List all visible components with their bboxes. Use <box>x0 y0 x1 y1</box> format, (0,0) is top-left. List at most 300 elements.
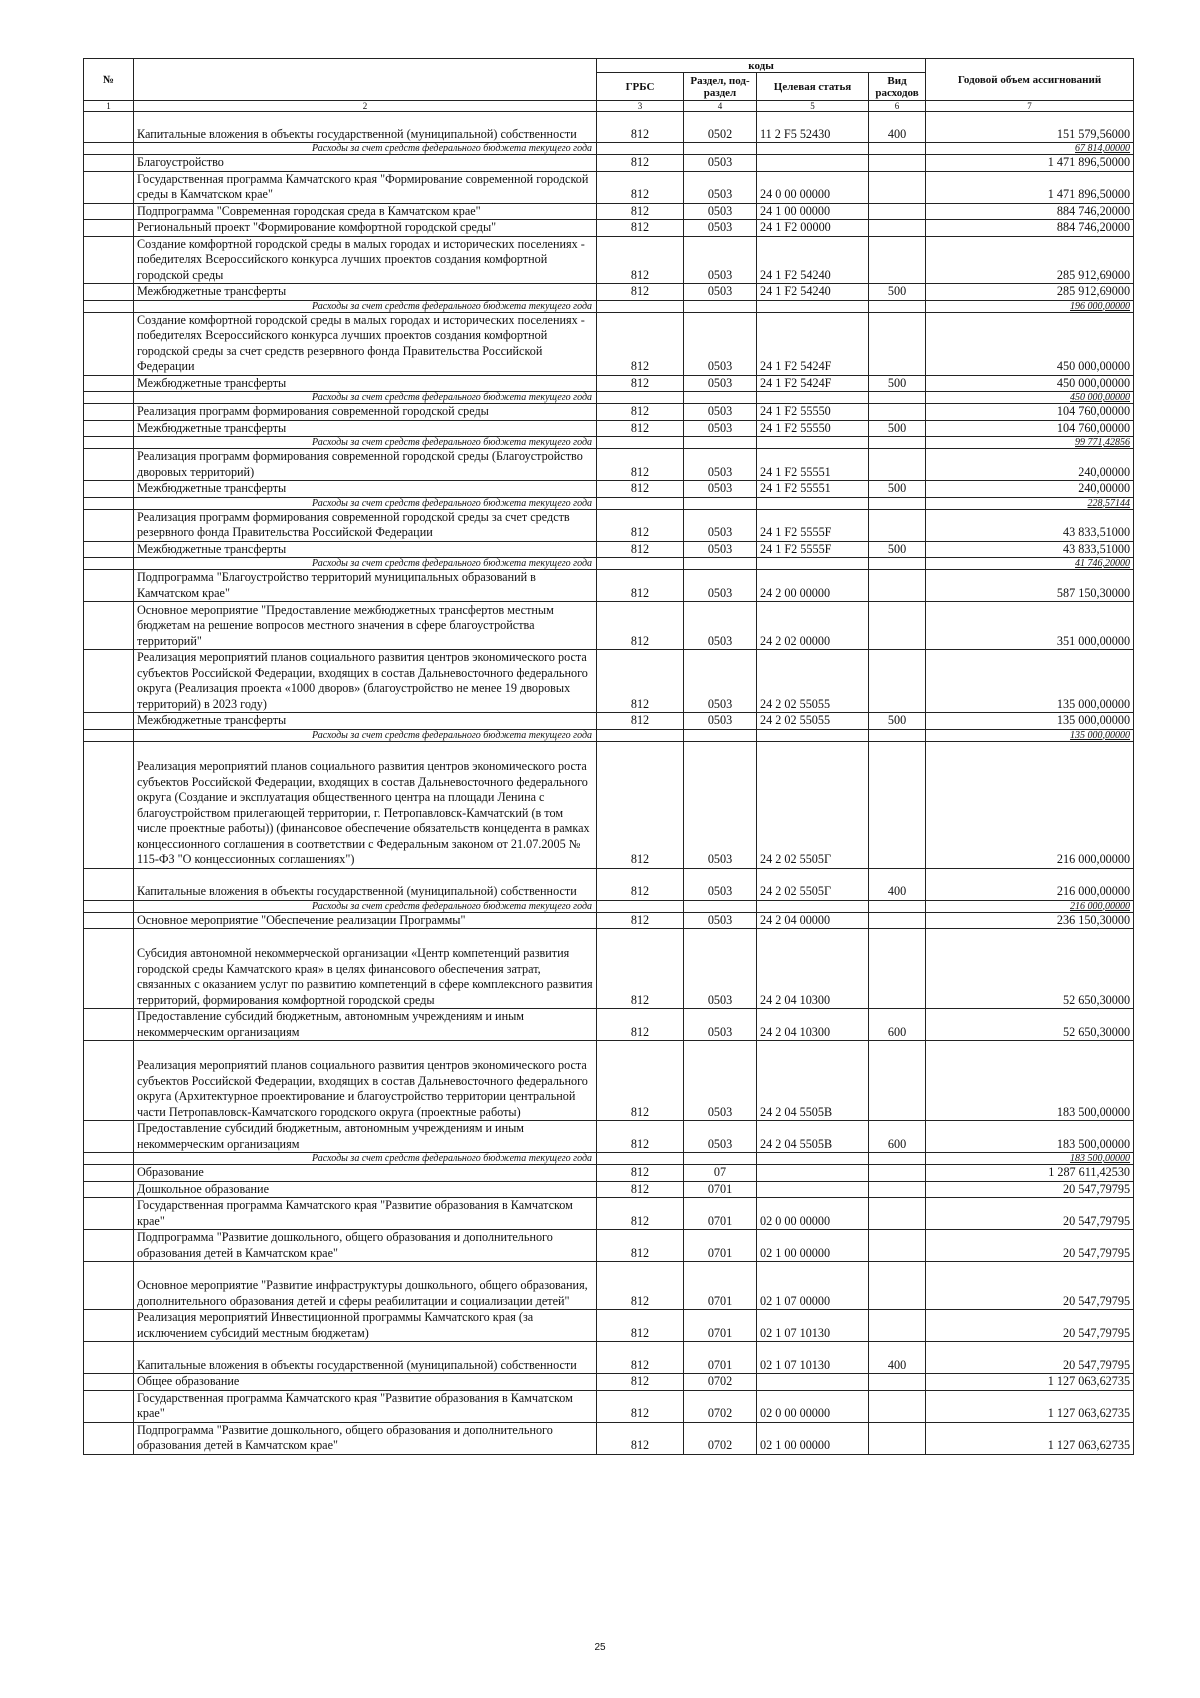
cell-grbs: 812 <box>597 912 684 929</box>
cell-number <box>84 449 134 481</box>
cell-name: Подпрограмма "Развитие дошкольного, общего образования и дополнительного образования детей в Камчатском крае" <box>134 1230 597 1262</box>
cell-expense-type <box>869 602 926 650</box>
cell-amount: 183 500,00000 <box>926 1153 1134 1165</box>
cell-expense-type <box>869 1390 926 1422</box>
table-row <box>84 171 1134 203</box>
cell-number <box>84 1198 134 1230</box>
cell-expense-type: 500 <box>869 713 926 730</box>
cell-expense-type: 400 <box>869 868 926 900</box>
cell-grbs <box>597 437 684 449</box>
cell-expense-type: 400 <box>869 112 926 143</box>
cell-razdel: 0701 <box>684 1262 757 1310</box>
cell-target-article <box>757 497 869 509</box>
budget-table <box>83 58 1134 1455</box>
cell-razdel: 0503 <box>684 570 757 602</box>
cell-target-article <box>757 1153 869 1165</box>
table-row <box>84 868 1134 900</box>
cell-amount: 183 500,00000 <box>926 1041 1134 1121</box>
table-row <box>84 1009 1134 1041</box>
cell-name: Капитальные вложения в объекты государственной (муниципальной) собственности <box>134 1342 597 1374</box>
cell-razdel: 0701 <box>684 1342 757 1374</box>
cell-grbs <box>597 1153 684 1165</box>
table-row <box>84 155 1134 172</box>
cell-name: Межбюджетные трансферты <box>134 541 597 558</box>
cell-grbs: 812 <box>597 404 684 421</box>
federal-funds-row <box>84 497 1134 509</box>
cell-name: Расходы за счет средств федерального бюджета текущего года <box>134 143 597 155</box>
cell-expense-type <box>869 392 926 404</box>
cell-razdel: 0503 <box>684 741 757 868</box>
cell-amount: 104 760,00000 <box>926 404 1134 421</box>
cell-razdel: 0503 <box>684 868 757 900</box>
cell-target-article <box>757 300 869 312</box>
cell-grbs: 812 <box>597 1009 684 1041</box>
cell-name: Основное мероприятие "Развитие инфраструктуры дошкольного, общего образования, дополнительного образования детей и сферы реабилитации и социализации детей" <box>134 1262 597 1310</box>
cell-razdel <box>684 143 757 155</box>
cell-target-article: 24 2 04 10300 <box>757 929 869 1009</box>
cell-expense-type <box>869 143 926 155</box>
cell-number <box>84 375 134 392</box>
cell-amount: 587 150,30000 <box>926 570 1134 602</box>
cell-expense-type <box>869 570 926 602</box>
cell-amount: 240,00000 <box>926 481 1134 498</box>
cell-number <box>84 650 134 713</box>
cell-expense-type <box>869 1262 926 1310</box>
cell-expense-type <box>869 900 926 912</box>
table-row <box>84 1198 1134 1230</box>
cell-amount: 196 000,00000 <box>926 300 1134 312</box>
cell-razdel <box>684 392 757 404</box>
cell-razdel: 07 <box>684 1165 757 1182</box>
cell-grbs: 812 <box>597 1041 684 1121</box>
cell-grbs <box>597 729 684 741</box>
cell-target-article: 24 1 F2 5555F <box>757 541 869 558</box>
cell-expense-type <box>869 171 926 203</box>
cell-amount: 1 127 063,62735 <box>926 1390 1134 1422</box>
cell-razdel <box>684 558 757 570</box>
cell-grbs: 812 <box>597 570 684 602</box>
federal-funds-row <box>84 900 1134 912</box>
cell-expense-type: 500 <box>869 541 926 558</box>
cell-target-article: 24 1 F2 55550 <box>757 404 869 421</box>
cell-amount: 52 650,30000 <box>926 1009 1134 1041</box>
table-row <box>84 650 1134 713</box>
cell-name: Реализация мероприятий планов социального развития центров экономического роста субъектов Российской Федерации, входящих в состав Дальневосточного федерального округа (Создание и эксплуатация общественного центра на площади Ленина с благоустройством прилегающей территории, г. Петропавловск-Камчатский (в том числе проектные работы)) (финансовое обеспечение обязательств концедента в рамках концессионного соглашения в соответствии с Федеральным законом от 21.07.2005 № 115-ФЗ "О концессионных соглашениях") <box>134 741 597 868</box>
cell-number <box>84 1181 134 1198</box>
cell-expense-type <box>869 1153 926 1165</box>
cell-amount: 20 547,79795 <box>926 1310 1134 1342</box>
cell-razdel: 0503 <box>684 713 757 730</box>
cell-amount: 884 746,20000 <box>926 220 1134 237</box>
cell-grbs: 812 <box>597 541 684 558</box>
cell-razdel: 0701 <box>684 1198 757 1230</box>
cell-razdel: 0502 <box>684 112 757 143</box>
cell-razdel: 0503 <box>684 650 757 713</box>
cell-amount: 20 547,79795 <box>926 1230 1134 1262</box>
cell-razdel: 0702 <box>684 1422 757 1454</box>
cell-expense-type: 400 <box>869 1342 926 1374</box>
cell-grbs <box>597 392 684 404</box>
cell-number <box>84 570 134 602</box>
cell-amount: 151 579,56000 <box>926 112 1134 143</box>
cell-number <box>84 1390 134 1422</box>
cell-name: Расходы за счет средств федерального бюджета текущего года <box>134 497 597 509</box>
cell-target-article: 24 0 00 00000 <box>757 171 869 203</box>
table-row <box>84 203 1134 220</box>
colnum-4: 4 <box>684 101 757 112</box>
cell-amount: 135 000,00000 <box>926 713 1134 730</box>
cell-razdel: 0503 <box>684 541 757 558</box>
cell-expense-type <box>869 1310 926 1342</box>
cell-razdel: 0503 <box>684 929 757 1009</box>
cell-grbs: 812 <box>597 1262 684 1310</box>
table-row <box>84 1165 1134 1182</box>
cell-target-article: 24 2 02 5505Г <box>757 741 869 868</box>
cell-amount: 104 760,00000 <box>926 420 1134 437</box>
cell-name: Субсидия автономной некоммерческой организации «Центр компетенций развития городской среды Камчатского края» в целях финансового обеспечения затрат, связанных с оказанием услуг по развитию компетенций в сфере комплексного развития территорий, формирования комфортной городской среды <box>134 929 597 1009</box>
cell-razdel: 0503 <box>684 1009 757 1041</box>
cell-number <box>84 900 134 912</box>
table-row <box>84 112 1134 143</box>
cell-number <box>84 1041 134 1121</box>
cell-razdel <box>684 300 757 312</box>
colnum-2: 2 <box>134 101 597 112</box>
cell-target-article <box>757 558 869 570</box>
cell-name: Расходы за счет средств федерального бюджета текущего года <box>134 437 597 449</box>
header-vr: Вид расходов <box>869 73 926 101</box>
cell-target-article: 24 2 02 55055 <box>757 650 869 713</box>
cell-name: Реализация программ формирования современной городской среды <box>134 404 597 421</box>
header-grbs: ГРБС <box>597 73 684 101</box>
cell-name: Благоустройство <box>134 155 597 172</box>
cell-amount: 20 547,79795 <box>926 1198 1134 1230</box>
cell-target-article <box>757 1181 869 1198</box>
cell-expense-type <box>869 437 926 449</box>
cell-number <box>84 1374 134 1391</box>
cell-expense-type <box>869 1230 926 1262</box>
cell-grbs: 812 <box>597 1342 684 1374</box>
table-row <box>84 449 1134 481</box>
cell-name: Государственная программа Камчатского края "Развитие образования в Камчатском крае" <box>134 1390 597 1422</box>
cell-name: Подпрограмма "Благоустройство территорий муниципальных образований в Камчатском крае" <box>134 570 597 602</box>
cell-target-article: 24 1 F2 55550 <box>757 420 869 437</box>
cell-razdel: 0503 <box>684 481 757 498</box>
table-row <box>84 1310 1134 1342</box>
cell-grbs <box>597 558 684 570</box>
cell-expense-type: 500 <box>869 284 926 301</box>
table-row <box>84 1390 1134 1422</box>
cell-number <box>84 912 134 929</box>
cell-name: Расходы за счет средств федерального бюджета текущего года <box>134 558 597 570</box>
cell-amount: 67 814,00000 <box>926 143 1134 155</box>
cell-number <box>84 541 134 558</box>
table-row <box>84 1262 1134 1310</box>
cell-number <box>84 392 134 404</box>
cell-target-article: 24 1 F2 55551 <box>757 481 869 498</box>
cell-expense-type: 500 <box>869 481 926 498</box>
cell-name: Подпрограмма "Современная городская среда в Камчатском крае" <box>134 203 597 220</box>
cell-name: Межбюджетные трансферты <box>134 420 597 437</box>
table-row <box>84 1121 1134 1153</box>
federal-funds-row <box>84 143 1134 155</box>
cell-amount: 228,57144 <box>926 497 1134 509</box>
cell-amount: 135 000,00000 <box>926 729 1134 741</box>
cell-target-article: 02 1 00 00000 <box>757 1422 869 1454</box>
cell-grbs: 812 <box>597 449 684 481</box>
cell-name: Межбюджетные трансферты <box>134 713 597 730</box>
cell-target-article <box>757 729 869 741</box>
cell-expense-type <box>869 404 926 421</box>
cell-name: Межбюджетные трансферты <box>134 481 597 498</box>
cell-number <box>84 112 134 143</box>
cell-grbs: 812 <box>597 1230 684 1262</box>
cell-name: Образование <box>134 1165 597 1182</box>
cell-name: Основное мероприятие "Предоставление межбюджетных трансфертов местным бюджетам на решение вопросов местного значения в сфере благоустройства территорий" <box>134 602 597 650</box>
cell-grbs: 812 <box>597 420 684 437</box>
cell-name: Расходы за счет средств федерального бюджета текущего года <box>134 900 597 912</box>
cell-target-article: 02 1 07 10130 <box>757 1310 869 1342</box>
cell-grbs: 812 <box>597 509 684 541</box>
budget-sheet <box>83 58 1133 1455</box>
cell-target-article <box>757 1374 869 1391</box>
cell-number <box>84 1230 134 1262</box>
header-codes: коды <box>597 59 926 73</box>
cell-expense-type <box>869 1181 926 1198</box>
table-row <box>84 375 1134 392</box>
cell-razdel: 0503 <box>684 312 757 375</box>
cell-number <box>84 481 134 498</box>
cell-amount: 1 127 063,62735 <box>926 1374 1134 1391</box>
cell-target-article: 24 1 F2 54240 <box>757 236 869 284</box>
table-row <box>84 312 1134 375</box>
cell-amount: 41 746,20000 <box>926 558 1134 570</box>
cell-number <box>84 1121 134 1153</box>
cell-expense-type <box>869 312 926 375</box>
cell-grbs: 812 <box>597 1198 684 1230</box>
table-row <box>84 1374 1134 1391</box>
cell-number <box>84 1310 134 1342</box>
cell-name: Расходы за счет средств федерального бюджета текущего года <box>134 392 597 404</box>
cell-number <box>84 602 134 650</box>
cell-target-article: 24 1 00 00000 <box>757 203 869 220</box>
cell-number <box>84 1153 134 1165</box>
cell-razdel: 0503 <box>684 220 757 237</box>
header-name <box>134 59 597 101</box>
cell-expense-type <box>869 220 926 237</box>
cell-number <box>84 929 134 1009</box>
cell-razdel: 0503 <box>684 420 757 437</box>
cell-target-article: 24 1 F2 5555F <box>757 509 869 541</box>
table-body <box>84 112 1134 1455</box>
cell-expense-type: 500 <box>869 420 926 437</box>
cell-amount: 450 000,00000 <box>926 375 1134 392</box>
cell-amount: 135 000,00000 <box>926 650 1134 713</box>
table-row <box>84 602 1134 650</box>
cell-name: Капитальные вложения в объекты государственной (муниципальной) собственности <box>134 868 597 900</box>
colnum-6: 6 <box>869 101 926 112</box>
cell-grbs: 812 <box>597 112 684 143</box>
cell-razdel: 0701 <box>684 1181 757 1198</box>
cell-target-article: 24 2 04 5505В <box>757 1121 869 1153</box>
cell-amount: 20 547,79795 <box>926 1262 1134 1310</box>
header-cs: Целевая статья <box>757 73 869 101</box>
page-number: 25 <box>594 1642 606 1653</box>
cell-name: Предоставление субсидий бюджетным, автономным учреждениям и иным некоммерческим организациям <box>134 1121 597 1153</box>
cell-grbs: 812 <box>597 375 684 392</box>
cell-target-article: 24 1 F2 54240 <box>757 284 869 301</box>
header-amount: Годовой объем ассигнований <box>926 59 1134 101</box>
cell-expense-type: 500 <box>869 375 926 392</box>
cell-expense-type <box>869 558 926 570</box>
cell-name: Расходы за счет средств федерального бюджета текущего года <box>134 729 597 741</box>
table-row <box>84 1041 1134 1121</box>
cell-expense-type <box>869 300 926 312</box>
table-row <box>84 404 1134 421</box>
cell-razdel: 0503 <box>684 449 757 481</box>
cell-grbs: 812 <box>597 713 684 730</box>
cell-name: Основное мероприятие "Обеспечение реализации Программы" <box>134 912 597 929</box>
cell-amount: 99 771,42856 <box>926 437 1134 449</box>
cell-razdel: 0503 <box>684 375 757 392</box>
cell-razdel: 0503 <box>684 203 757 220</box>
cell-amount: 351 000,00000 <box>926 602 1134 650</box>
table-row <box>84 284 1134 301</box>
cell-amount: 884 746,20000 <box>926 203 1134 220</box>
cell-target-article: 24 2 02 00000 <box>757 602 869 650</box>
cell-expense-type <box>869 1041 926 1121</box>
cell-razdel <box>684 1153 757 1165</box>
cell-number <box>84 1342 134 1374</box>
cell-razdel: 0503 <box>684 509 757 541</box>
cell-amount: 43 833,51000 <box>926 541 1134 558</box>
cell-expense-type: 600 <box>869 1121 926 1153</box>
cell-target-article: 02 0 00 00000 <box>757 1198 869 1230</box>
cell-expense-type <box>869 509 926 541</box>
cell-number <box>84 509 134 541</box>
cell-name: Реализация программ формирования современной городской среды (Благоустройство дворовых территорий) <box>134 449 597 481</box>
cell-razdel: 0503 <box>684 404 757 421</box>
cell-expense-type <box>869 650 926 713</box>
table-row <box>84 1342 1134 1374</box>
cell-target-article: 24 2 04 5505В <box>757 1041 869 1121</box>
cell-number <box>84 558 134 570</box>
cell-amount: 1 471 896,50000 <box>926 171 1134 203</box>
cell-number <box>84 220 134 237</box>
cell-grbs: 812 <box>597 236 684 284</box>
header-razdel: Раздел, под-раздел <box>684 73 757 101</box>
cell-grbs: 812 <box>597 929 684 1009</box>
cell-expense-type <box>869 449 926 481</box>
cell-name: Государственная программа Камчатского края "Развитие образования в Камчатском крае" <box>134 1198 597 1230</box>
cell-grbs: 812 <box>597 1165 684 1182</box>
cell-number <box>84 155 134 172</box>
cell-number <box>84 741 134 868</box>
cell-razdel: 0702 <box>684 1374 757 1391</box>
cell-razdel: 0701 <box>684 1230 757 1262</box>
cell-target-article: 11 2 F5 52430 <box>757 112 869 143</box>
federal-funds-row <box>84 300 1134 312</box>
cell-name: Реализация мероприятий планов социального развития центров экономического роста субъектов Российской Федерации, входящих в состав Дальневосточного федерального округа (Реализация проекта «1000 дворов» (благоустройство не менее 19 дворовых территорий) в 2023 году) <box>134 650 597 713</box>
cell-expense-type <box>869 1198 926 1230</box>
cell-razdel: 0503 <box>684 1041 757 1121</box>
table-header <box>84 59 1134 112</box>
cell-grbs: 812 <box>597 171 684 203</box>
cell-number <box>84 236 134 284</box>
table-row <box>84 481 1134 498</box>
cell-grbs: 812 <box>597 1310 684 1342</box>
cell-target-article: 24 1 F2 00000 <box>757 220 869 237</box>
cell-razdel: 0503 <box>684 171 757 203</box>
cell-number <box>84 312 134 375</box>
cell-amount: 1 127 063,62735 <box>926 1422 1134 1454</box>
cell-grbs: 812 <box>597 312 684 375</box>
cell-number <box>84 497 134 509</box>
cell-expense-type <box>869 929 926 1009</box>
cell-number <box>84 1009 134 1041</box>
cell-amount: 216 000,00000 <box>926 741 1134 868</box>
cell-grbs <box>597 300 684 312</box>
cell-grbs: 812 <box>597 602 684 650</box>
table-row <box>84 541 1134 558</box>
cell-number <box>84 300 134 312</box>
cell-name: Реализация мероприятий планов социального развития центров экономического роста субъектов Российской Федерации, входящих в состав Дальневосточного федерального округа (Архитектурное проектирование и благоустройство территории центральной части Петропавловск-Камчатского городского округа (проектные работы) <box>134 1041 597 1121</box>
cell-grbs: 812 <box>597 284 684 301</box>
cell-razdel: 0503 <box>684 602 757 650</box>
cell-amount: 183 500,00000 <box>926 1121 1134 1153</box>
cell-number <box>84 143 134 155</box>
table-row <box>84 1422 1134 1454</box>
table-row <box>84 912 1134 929</box>
cell-amount: 450 000,00000 <box>926 312 1134 375</box>
table-row <box>84 509 1134 541</box>
cell-number <box>84 868 134 900</box>
cell-name: Региональный проект "Формирование комфортной городской среды" <box>134 220 597 237</box>
cell-razdel <box>684 437 757 449</box>
cell-name: Государственная программа Камчатского края "Формирование современной городской среды в Камчатском крае" <box>134 171 597 203</box>
table-row <box>84 741 1134 868</box>
cell-number <box>84 713 134 730</box>
federal-funds-row <box>84 1153 1134 1165</box>
cell-expense-type <box>869 912 926 929</box>
cell-razdel: 0701 <box>684 1310 757 1342</box>
table-row <box>84 929 1134 1009</box>
cell-target-article: 02 0 00 00000 <box>757 1390 869 1422</box>
cell-name: Капитальные вложения в объекты государственной (муниципальной) собственности <box>134 112 597 143</box>
cell-expense-type <box>869 729 926 741</box>
colnum-1: 1 <box>84 101 134 112</box>
cell-number <box>84 437 134 449</box>
cell-name: Расходы за счет средств федерального бюджета текущего года <box>134 1153 597 1165</box>
cell-grbs: 812 <box>597 203 684 220</box>
cell-name: Расходы за счет средств федерального бюджета текущего года <box>134 300 597 312</box>
table-row <box>84 420 1134 437</box>
cell-expense-type <box>869 1165 926 1182</box>
table-row <box>84 1181 1134 1198</box>
cell-name: Общее образование <box>134 1374 597 1391</box>
cell-number <box>84 284 134 301</box>
federal-funds-row <box>84 729 1134 741</box>
cell-razdel: 0503 <box>684 1121 757 1153</box>
cell-name: Межбюджетные трансферты <box>134 284 597 301</box>
cell-number <box>84 729 134 741</box>
table-row <box>84 220 1134 237</box>
cell-expense-type <box>869 236 926 284</box>
cell-target-article: 24 2 04 10300 <box>757 1009 869 1041</box>
colnum-5: 5 <box>757 101 869 112</box>
cell-target-article: 24 2 02 55055 <box>757 713 869 730</box>
cell-expense-type <box>869 1374 926 1391</box>
cell-grbs: 812 <box>597 1390 684 1422</box>
